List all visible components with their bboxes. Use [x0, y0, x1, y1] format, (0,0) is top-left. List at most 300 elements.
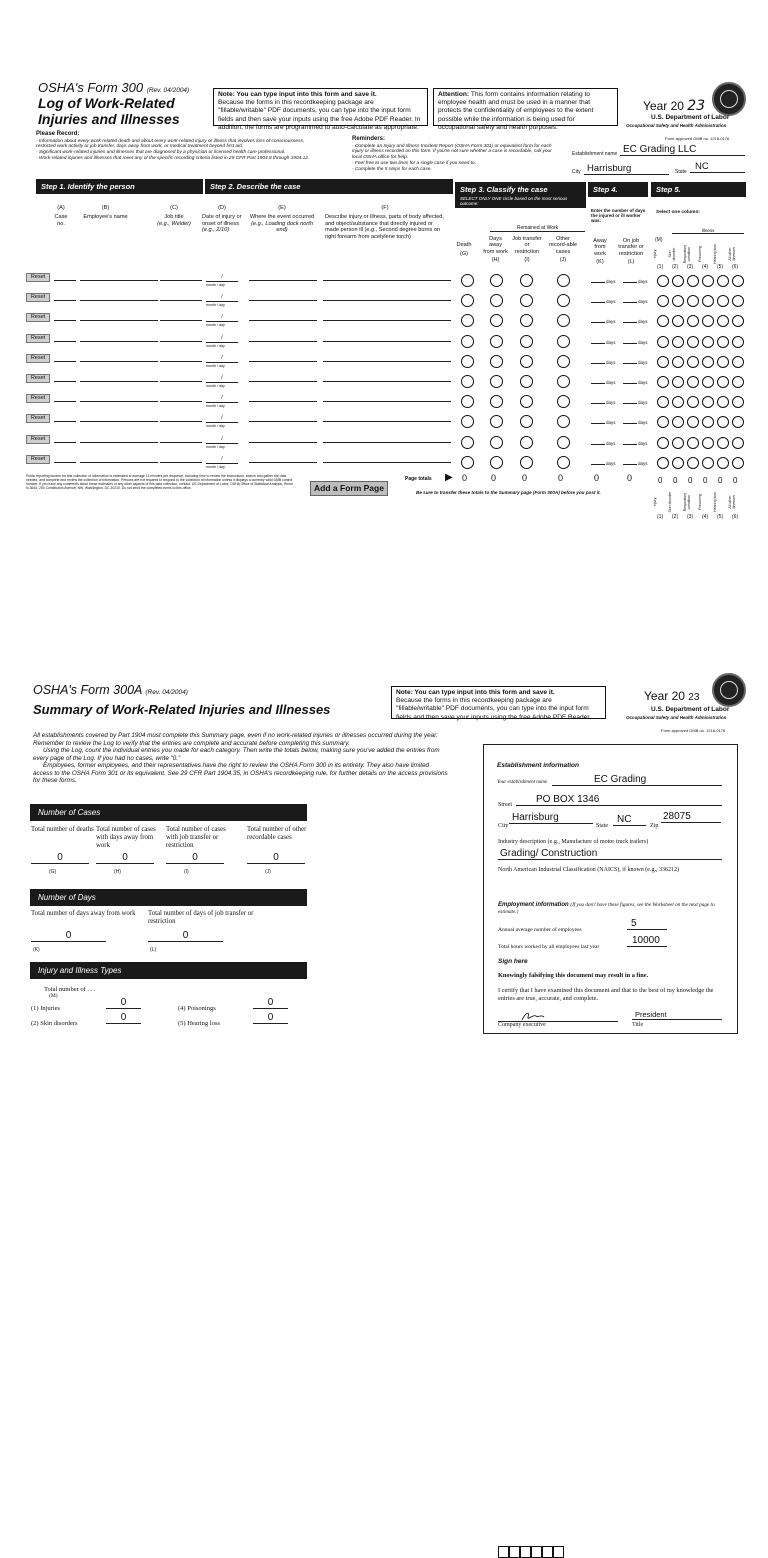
type-radio-4[interactable] [702, 275, 714, 287]
agency-label: Occupational Safety and Health Administration [626, 123, 727, 128]
type-radio-1[interactable] [657, 336, 669, 348]
col-k-header: Away from work (K) [593, 238, 607, 266]
month-day-hint: month / day [206, 465, 225, 469]
form-300-page [0, 0, 768, 530]
other-recordable-radio[interactable] [557, 294, 570, 307]
description-field[interactable] [323, 421, 451, 422]
type-radio-3[interactable] [687, 275, 699, 287]
type-total-label: (5) Hearing loss [178, 1020, 220, 1027]
employee-name-field[interactable] [80, 280, 158, 281]
other-recordable-radio[interactable] [557, 274, 570, 287]
job-title-field[interactable] [160, 462, 202, 463]
type-radio-2[interactable] [672, 376, 684, 388]
zip-label: Zip [650, 823, 659, 829]
description-field[interactable] [323, 280, 451, 281]
location-field[interactable] [249, 341, 317, 342]
establishment-field[interactable]: EC Grading LLC [620, 144, 745, 156]
type-radio-6[interactable] [732, 416, 744, 428]
death-radio[interactable] [461, 375, 474, 388]
employee-name-field[interactable] [80, 341, 158, 342]
type-radio-5[interactable] [717, 416, 729, 428]
type-radio-3[interactable] [687, 416, 699, 428]
days-unit-label: days [638, 420, 648, 425]
type-radio-6[interactable] [732, 315, 744, 327]
type-radio-1[interactable] [657, 295, 669, 307]
death-radio[interactable] [461, 314, 474, 327]
col-d-header: (D) Date of injury or onset of illness (e.g., 2/10) [202, 205, 242, 234]
job-transfer-radio[interactable] [520, 436, 533, 449]
type-radio-4[interactable] [702, 416, 714, 428]
case-total-code: (H) [114, 869, 121, 875]
total-number-of-label: Total number of . . . [44, 986, 96, 993]
m-col-number: (4) [702, 514, 709, 520]
days-away-field[interactable] [591, 282, 605, 283]
type-radio-4[interactable] [702, 336, 714, 348]
reset-button[interactable]: Reset [26, 293, 50, 302]
days-away-field[interactable] [591, 444, 605, 445]
case-total-code: (J) [265, 869, 271, 875]
death-radio[interactable] [461, 274, 474, 287]
days-away-field[interactable] [591, 322, 605, 323]
other-recordable-radio[interactable] [557, 314, 570, 327]
job-transfer-radio[interactable] [520, 274, 533, 287]
date-field[interactable]: / [206, 335, 238, 343]
days-transfer-field[interactable] [623, 403, 637, 404]
date-field[interactable]: / [206, 375, 238, 383]
hours-worked-field[interactable]: 10000 [627, 935, 667, 947]
days-transfer-field[interactable] [623, 464, 637, 465]
signature-scribble [498, 1010, 618, 1022]
other-recordable-radio[interactable] [557, 436, 570, 449]
m-code-label: (M) [49, 993, 58, 999]
date-field[interactable]: / [206, 436, 238, 444]
enter-days-label: Enter the number of days the injured or ill worker was: [591, 208, 646, 224]
job-transfer-radio[interactable] [520, 294, 533, 307]
reset-button[interactable]: Reset [26, 435, 50, 444]
employee-name-field[interactable] [80, 381, 158, 382]
form-300-title: Log of Work-Related Injuries and Illnesses [38, 95, 180, 127]
m-type-label: Hearing loss [713, 492, 717, 512]
days-away-radio[interactable] [490, 314, 503, 327]
type-radio-6[interactable] [732, 356, 744, 368]
step4-header: Step 4. [588, 182, 648, 197]
title-field[interactable]: President [632, 1010, 722, 1020]
employment-info-heading: Employment information (If you don't have these figures, see the Worksheet on the next page to estimate.) [498, 902, 715, 916]
case-total-code: (G) [49, 869, 57, 875]
case-no-field[interactable] [54, 300, 76, 301]
employee-name-field[interactable] [80, 462, 158, 463]
form-300a-page [0, 670, 768, 1028]
location-field[interactable] [249, 361, 317, 362]
type-radio-1[interactable] [657, 416, 669, 428]
summary-intro: All establishments covered by Part 1904 must complete this Summary page, even if no work-related injuries or illnesses occurred during the year. Remember to review the Log to verify that the entries are complete and accurate before completing this summary. Using the Log, count the individual entries you made for each category. Then write the totals below, making sure you've added the entries from every page of the Log. If you had no cases, write "0." Employees, former employees, and their representatives have the right to review the OSHA Form 300 in its entirety. They also have limited access to the OSHA Form 301 or its equivalent. See 29 CFR Part 1904.35, in OSHA's recordkeeping rule, for further details on the access provisions for these forms. [33, 732, 448, 785]
col-a-header: (A) Case no. [54, 205, 68, 227]
description-field[interactable] [323, 381, 451, 382]
type-radio-1[interactable] [657, 356, 669, 368]
case-no-field[interactable] [54, 442, 76, 443]
m-col-number: (2) [672, 264, 679, 270]
type-radio-2[interactable] [672, 457, 684, 469]
month-day-hint: month / day [206, 323, 225, 327]
days-total-value[interactable]: 0 [148, 930, 223, 942]
type-total-value[interactable]: 0 [253, 1012, 288, 1024]
type-radio-2[interactable] [672, 437, 684, 449]
case-no-field[interactable] [54, 320, 76, 321]
reset-button[interactable]: Reset [26, 414, 50, 423]
m-type-label: All other illnesses [728, 495, 736, 509]
description-field[interactable] [323, 320, 451, 321]
type-radio-6[interactable] [732, 437, 744, 449]
type-radio-2[interactable] [672, 275, 684, 287]
days-unit-label: days [606, 319, 616, 324]
case-total-label: Total number of other recordable cases [247, 826, 307, 842]
type-radio-4[interactable] [702, 396, 714, 408]
days-unit-label: days [638, 360, 648, 365]
type-radio-5[interactable] [717, 437, 729, 449]
days-away-field[interactable] [591, 464, 605, 465]
col-c-header: (C) Job title (e.g., Welder) [157, 205, 191, 227]
reset-button[interactable]: Reset [26, 455, 50, 464]
description-field[interactable] [323, 462, 451, 463]
page-total-value: 0 [688, 476, 693, 485]
days-transfer-field[interactable] [623, 282, 637, 283]
job-title-field[interactable] [160, 421, 202, 422]
sign-here-label: Sign here [498, 958, 528, 965]
type-radio-5[interactable] [717, 295, 729, 307]
m-type-label: Skin disorder [668, 247, 676, 261]
days-away-radio[interactable] [490, 395, 503, 408]
description-field[interactable] [323, 361, 451, 362]
avg-employees-label: Annual average number of employees [498, 927, 582, 933]
days-transfer-field[interactable] [623, 363, 637, 364]
days-unit-label: days [638, 380, 648, 385]
death-radio[interactable] [461, 415, 474, 428]
type-radio-3[interactable] [687, 376, 699, 388]
naics-digit-box[interactable] [520, 1546, 531, 1558]
days-transfer-field[interactable] [623, 383, 637, 384]
days-away-field[interactable] [591, 403, 605, 404]
type-radio-3[interactable] [687, 295, 699, 307]
other-recordable-radio[interactable] [557, 395, 570, 408]
location-field[interactable] [249, 280, 317, 281]
type-radio-6[interactable] [732, 336, 744, 348]
location-field[interactable] [249, 320, 317, 321]
m-col-number: (5) [717, 264, 724, 270]
case-total-value[interactable]: 0 [96, 852, 154, 864]
job-title-field[interactable] [160, 442, 202, 443]
type-radio-6[interactable] [732, 457, 744, 469]
job-title-field[interactable] [160, 320, 202, 321]
location-field[interactable] [249, 300, 317, 301]
job-title-field[interactable] [160, 341, 202, 342]
job-transfer-radio[interactable] [520, 355, 533, 368]
type-radio-1[interactable] [657, 275, 669, 287]
job-transfer-radio[interactable] [520, 415, 533, 428]
page-total-value: 0 [703, 476, 708, 485]
case-no-field[interactable] [54, 401, 76, 402]
reset-button[interactable]: Reset [26, 334, 50, 343]
naics-digit-box[interactable] [542, 1546, 553, 1558]
m-type-label: Hearing loss [713, 244, 717, 264]
page-total-value: 0 [558, 473, 564, 483]
location-field[interactable] [249, 381, 317, 382]
type-radio-2[interactable] [672, 295, 684, 307]
number-of-cases-header: Number of Cases [30, 804, 307, 821]
city-label: City [572, 169, 581, 175]
signature-field[interactable] [498, 1010, 618, 1022]
date-field[interactable]: / [206, 415, 238, 423]
case-total-value[interactable]: 0 [247, 852, 305, 864]
page-totals-label: Page totals [405, 476, 432, 482]
death-radio[interactable] [461, 335, 474, 348]
employee-name-field[interactable] [80, 442, 158, 443]
type-radio-4[interactable] [702, 457, 714, 469]
type-radio-5[interactable] [717, 396, 729, 408]
title-label: Title [632, 1022, 644, 1028]
description-field[interactable] [323, 300, 451, 301]
m-col-number: (3) [687, 514, 694, 520]
type-radio-5[interactable] [717, 356, 729, 368]
location-field[interactable] [249, 421, 317, 422]
days-total-code: (L) [150, 947, 157, 953]
job-title-field[interactable] [160, 300, 202, 301]
page-total-value: 0 [658, 476, 663, 485]
case-no-field[interactable] [54, 421, 76, 422]
state-label: State [675, 169, 687, 175]
employee-name-field[interactable] [80, 421, 158, 422]
days-unit-label: days [606, 461, 616, 466]
type-radio-2[interactable] [672, 416, 684, 428]
col-e-header: (E) Where the event occurred (e.g., Loading dock north end) [249, 205, 315, 234]
type-radio-6[interactable] [732, 396, 744, 408]
certify-statement: I certify that I have examined this document and that to the best of my knowledge the entries are true, accurate, and complete. [498, 987, 714, 1002]
establishment-info-heading: Establishment information [497, 762, 579, 769]
other-recordable-radio[interactable] [557, 456, 570, 469]
city-field[interactable]: Harrisburg [584, 163, 669, 175]
col-j-header: Other record-able cases (J) [548, 236, 578, 264]
m-type-label: Skin disorder [668, 491, 672, 513]
days-total-value[interactable]: 0 [31, 930, 106, 942]
job-title-field[interactable] [160, 361, 202, 362]
case-no-field[interactable] [54, 341, 76, 342]
type-radio-3[interactable] [687, 356, 699, 368]
reset-button[interactable]: Reset [26, 273, 50, 282]
naics-digit-box[interactable] [531, 1546, 542, 1558]
naics-label: North American Industrial Classification (NAICS), if known (e.g., 336212) [498, 867, 679, 873]
case-total-value[interactable]: 0 [166, 852, 224, 864]
type-radio-1[interactable] [657, 396, 669, 408]
job-transfer-radio[interactable] [520, 456, 533, 469]
type-radio-2[interactable] [672, 396, 684, 408]
date-field[interactable]: / [206, 355, 238, 363]
days-transfer-field[interactable] [623, 302, 637, 303]
days-away-radio[interactable] [490, 456, 503, 469]
case-no-field[interactable] [54, 361, 76, 362]
days-away-radio[interactable] [490, 274, 503, 287]
type-radio-2[interactable] [672, 315, 684, 327]
est-name-field[interactable]: EC Grading [552, 774, 722, 786]
type-radio-6[interactable] [732, 295, 744, 307]
date-field[interactable]: / [206, 456, 238, 464]
fillable-note: Note: You can type input into this form and save it. Because the forms in this recordkeeping package are "fillable/writable" PDF documents, you can type into the input form fields and then save your inputs using the free Adobe PDF Reader. In addition, the forms are programmed to auto-calculate as appropriate. [213, 88, 428, 126]
days-away-radio[interactable] [490, 436, 503, 449]
other-recordable-radio[interactable] [557, 415, 570, 428]
days-away-field[interactable] [591, 343, 605, 344]
m-type-label: Injury [653, 497, 657, 507]
job-title-field[interactable] [160, 381, 202, 382]
type-radio-4[interactable] [702, 376, 714, 388]
street-field[interactable]: PO BOX 1346 [516, 794, 722, 806]
type-radio-4[interactable] [702, 295, 714, 307]
other-recordable-radio[interactable] [557, 335, 570, 348]
case-no-field[interactable] [54, 280, 76, 281]
days-transfer-field[interactable] [623, 423, 637, 424]
employee-name-field[interactable] [80, 300, 158, 301]
m-col-number: (1) [657, 514, 664, 520]
step3-header: Step 3. Classify the case SELECT ONLY ONE circle based on the most serious outcome: [455, 182, 586, 208]
type-radio-2[interactable] [672, 336, 684, 348]
description-field[interactable] [323, 401, 451, 402]
days-away-radio[interactable] [490, 375, 503, 388]
location-field[interactable] [249, 462, 317, 463]
days-away-field[interactable] [591, 383, 605, 384]
days-transfer-field[interactable] [623, 322, 637, 323]
location-field[interactable] [249, 401, 317, 402]
city-field-300a[interactable]: Harrisburg [509, 812, 593, 824]
type-total-label: (2) Skin disorders [31, 1020, 78, 1027]
job-transfer-radio[interactable] [520, 375, 533, 388]
form-300a-title: Summary of Work-Related Injuries and Illnesses [33, 702, 331, 717]
days-away-field[interactable] [591, 363, 605, 364]
job-transfer-radio[interactable] [520, 314, 533, 327]
type-radio-5[interactable] [717, 457, 729, 469]
days-away-radio[interactable] [490, 294, 503, 307]
days-away-field[interactable] [591, 302, 605, 303]
date-field[interactable]: / [206, 294, 238, 302]
reset-button[interactable]: Reset [26, 354, 50, 363]
type-radio-3[interactable] [687, 336, 699, 348]
death-radio[interactable] [461, 294, 474, 307]
location-field[interactable] [249, 442, 317, 443]
establishment-label: Establishment name [572, 151, 618, 157]
days-unit-label: days [638, 319, 648, 324]
description-field[interactable] [323, 341, 451, 342]
page-total-value: 0 [594, 473, 600, 483]
state-field[interactable]: NC [690, 161, 745, 173]
naics-digit-box[interactable] [498, 1546, 509, 1558]
job-transfer-radio[interactable] [520, 395, 533, 408]
employee-name-field[interactable] [80, 320, 158, 321]
m-col-number: (6) [732, 514, 739, 520]
type-radio-1[interactable] [657, 457, 669, 469]
reset-button[interactable]: Reset [26, 394, 50, 403]
death-radio[interactable] [461, 355, 474, 368]
job-title-field[interactable] [160, 280, 202, 281]
month-day-hint: month / day [206, 283, 225, 287]
type-radio-4[interactable] [702, 437, 714, 449]
m-type-label: Respiratory condition [683, 492, 691, 512]
page-total-value: 0 [627, 473, 633, 483]
state-field-300a[interactable]: NC [613, 814, 646, 826]
reset-button[interactable]: Reset [26, 313, 50, 322]
m-col-number: (2) [672, 514, 679, 520]
employee-name-field[interactable] [80, 361, 158, 362]
date-field[interactable]: / [206, 395, 238, 403]
type-radio-3[interactable] [687, 437, 699, 449]
type-radio-1[interactable] [657, 315, 669, 327]
death-radio[interactable] [461, 436, 474, 449]
days-away-radio[interactable] [490, 355, 503, 368]
days-away-field[interactable] [591, 423, 605, 424]
date-field[interactable]: / [206, 314, 238, 322]
type-total-label: (1) Injuries [31, 1005, 61, 1012]
type-radio-1[interactable] [657, 376, 669, 388]
type-radio-5[interactable] [717, 376, 729, 388]
form-300a-number: OSHA's Form 300A (Rev. 04/2004) [33, 683, 188, 697]
month-day-hint: month / day [206, 445, 225, 449]
month-day-hint: month / day [206, 364, 225, 368]
date-field[interactable]: / [206, 274, 238, 282]
naics-digit-box[interactable] [509, 1546, 520, 1558]
type-radio-3[interactable] [687, 396, 699, 408]
reset-button[interactable]: Reset [26, 374, 50, 383]
type-radio-2[interactable] [672, 356, 684, 368]
type-total-value[interactable]: 0 [106, 997, 141, 1009]
type-radio-5[interactable] [717, 315, 729, 327]
days-away-radio[interactable] [490, 415, 503, 428]
days-transfer-field[interactable] [623, 444, 637, 445]
zip-field[interactable]: 28075 [661, 811, 721, 823]
job-transfer-radio[interactable] [520, 335, 533, 348]
description-field[interactable] [323, 442, 451, 443]
days-away-radio[interactable] [490, 335, 503, 348]
m-type-label: Respiratory condition [683, 244, 691, 264]
m-col-number: (4) [702, 264, 709, 270]
death-radio[interactable] [461, 456, 474, 469]
type-radio-6[interactable] [732, 376, 744, 388]
hours-worked-label: Total hours worked by all employees last year [498, 944, 600, 950]
type-radio-3[interactable] [687, 315, 699, 327]
year-label-300a: Year 20 23 [644, 689, 700, 703]
type-total-value[interactable]: 0 [106, 1012, 141, 1024]
type-radio-6[interactable] [732, 275, 744, 287]
industry-field[interactable]: Grading/ Construction [498, 848, 722, 860]
naics-digit-box[interactable] [553, 1546, 564, 1558]
dept-label-300a: U.S. Department of Labor [651, 706, 730, 713]
type-radio-5[interactable] [717, 336, 729, 348]
type-radio-4[interactable] [702, 356, 714, 368]
omb-label-300a: Form approved OMB no. 1218-0176 [661, 728, 726, 733]
type-radio-1[interactable] [657, 437, 669, 449]
avg-employees-field[interactable]: 5 [627, 918, 667, 930]
case-no-field[interactable] [54, 381, 76, 382]
type-radio-3[interactable] [687, 457, 699, 469]
type-radio-5[interactable] [717, 275, 729, 287]
death-radio[interactable] [461, 395, 474, 408]
employee-name-field[interactable] [80, 401, 158, 402]
other-recordable-radio[interactable] [557, 375, 570, 388]
days-transfer-field[interactable] [623, 343, 637, 344]
add-form-page-button[interactable]: Add a Form Page [310, 481, 388, 496]
case-no-field[interactable] [54, 462, 76, 463]
type-radio-4[interactable] [702, 315, 714, 327]
job-title-field[interactable] [160, 401, 202, 402]
type-total-value[interactable]: 0 [253, 997, 288, 1009]
other-recordable-radio[interactable] [557, 355, 570, 368]
reminders: Reminders: - Complete an Injury and Illness Incident Report (OSHA Form 301) or equivalent form for each injury or illness recorded on this form. If you're not sure whether a case is recordable, call your local OSHA office for help. - Feel free to use two lines for a single case if you need to. - Complete the 5 steps for each case. [352, 136, 552, 173]
case-total-value[interactable]: 0 [31, 852, 89, 864]
m-type-label: Poisoning [698, 246, 702, 262]
